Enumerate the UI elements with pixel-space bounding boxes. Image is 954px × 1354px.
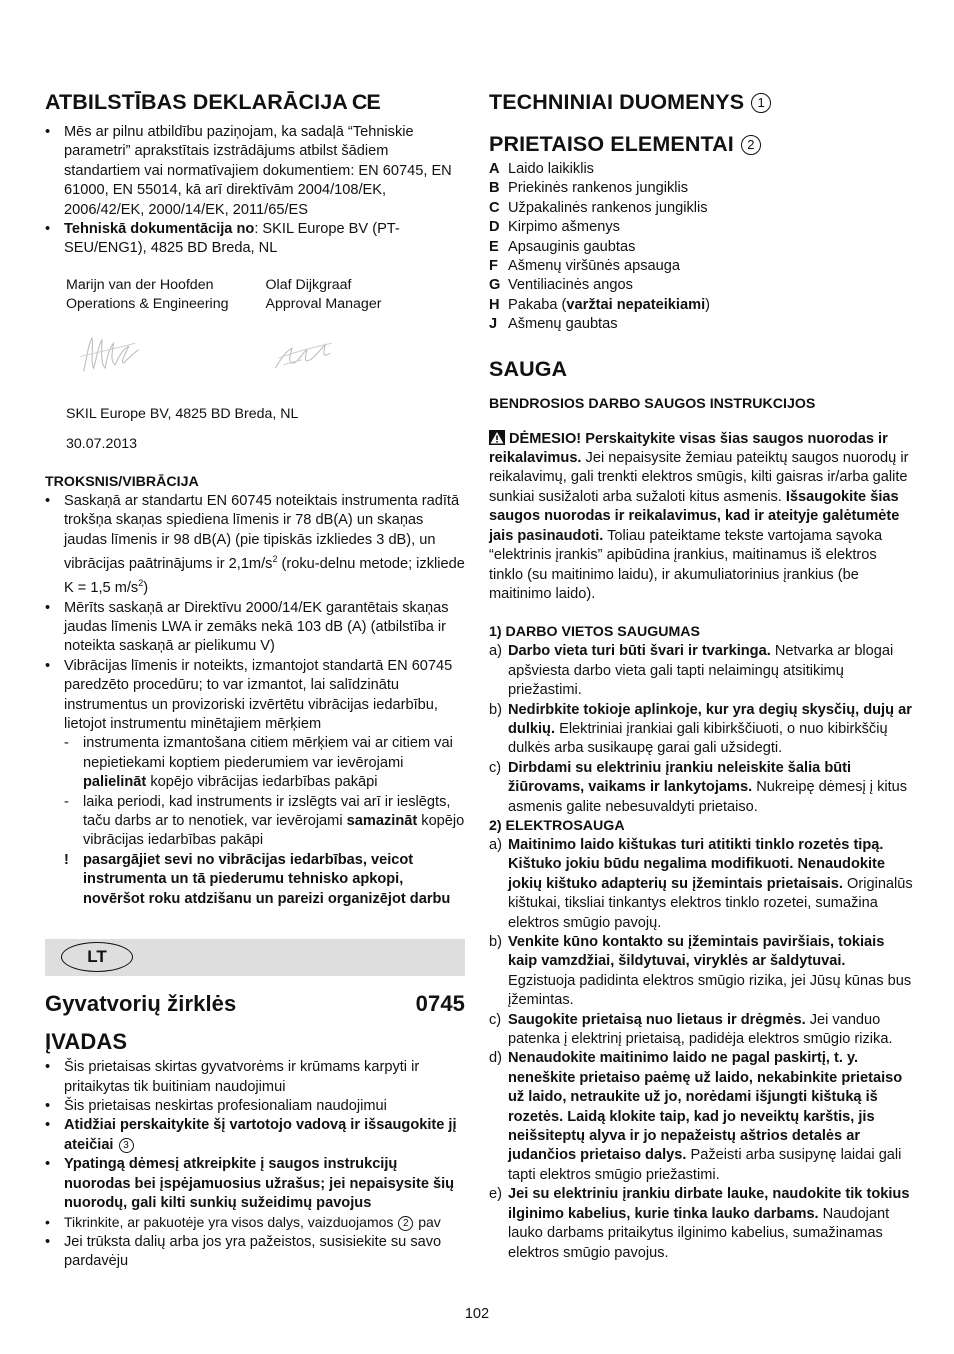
intro-list (45, 1058, 465, 1271)
company-address: SKIL Europe BV, 4825 BD Breda, NL (66, 405, 299, 422)
list-item: - laika periodi, kad instruments ir izslēgts vai arī ir ieslēgts, taču darbs ar to nenotiek, var ievērojami samazināt kopējo vibrācijas iedarbības pakāpi (64, 793, 465, 851)
figure-ref-icon: 2 (741, 135, 761, 155)
elements-title: PRIETAISO ELEMENTAI 2 (489, 130, 913, 158)
warning-icon (489, 430, 505, 445)
list-item: c) Saugokite prietaisą nuo lietaus ir drėgmės. Jei vanduo patenka į elektrinį prietaisą, padidėja elektros smūgio rizika. (489, 1011, 893, 1048)
figure-ref-icon: 3 (119, 1138, 134, 1153)
intro-title: ĮVADAS (45, 1029, 128, 1055)
product-number: 0745 (415, 991, 465, 1017)
figure-ref-icon: 2 (398, 1216, 413, 1231)
list-item: G Ventiliacinės angos (489, 277, 633, 294)
list-item: • Saskaņā ar standartu EN 60745 noteiktais instrumenta radītā trokšņa skaņas spiediena līmenis ir 78 dB(A) un skaņas jaudas līmenis ir 98 dB(A) (pie tipiskās izkliedes 3 dB), un vibrācijas paātrinājums ir $2,1m/s^2$ (roku-delnu metode; izkliede K = 1,5 $m/s^2$) (45, 492, 465, 599)
vibration-warning: ! pasargājiet sevi no vibrācijas iedarbības, veicot instrumenta un tā piederumu tehnisko apkopi, novēršot roku atdzišanu un pareizi organizējot darbu (64, 851, 451, 907)
signer-1-role: Operations & Engineering (66, 295, 229, 312)
language-badge: LT (61, 942, 133, 972)
tech-data-title: TECHNINIAI DUOMENYS 1 (489, 88, 913, 116)
noise-list (45, 492, 465, 851)
declaration-date: 30.07.2013 (66, 435, 138, 452)
list-item: • Šis prietaisas neskirtas profesionaliam naudojimui (45, 1097, 465, 1116)
ce-mark-icon: CE (351, 90, 380, 114)
product-name: Gyvatvorių žirklės (45, 991, 237, 1017)
parts-list (489, 160, 913, 296)
list-item: F Ašmenų viršūnės apsauga (489, 258, 680, 275)
list-item: • Šis prietaisas skirtas gyvatvorėms ir krūmams karpyti ir pritaikytas tik buitiniam naudojimui (45, 1058, 465, 1097)
declaration-list (45, 123, 465, 259)
list-item: • Tehniskā dokumentācija no: SKIL Europe BV (PT-SEU/ENG1), 4825 BD Breda, NL (45, 220, 465, 259)
general-safety-heading: BENDROSIOS DARBO SAUGOS INSTRUKCIJOS (489, 395, 816, 412)
general-warning: DĖMESIO! Perskaitykite visas šias saugos nuorodas ir reikalavimus. Jei nepaisysite žemiau pateiktų saugos nuorodų ir reikalavimų, gali trenkti elektros smūgis, kilti gaisras ir/arba galite sunkiai susižaloti arba sužaloti kitus asmenis. Išsaugokite šias saugos nuorodas ir reikalavimus, kad ir ateityje galėtumėte jais pasinaudoti. Toliau pateiktame tekste vartojama sąvoka “elektrinis įrankis” apibūdina įrankius, maitinamus iš elektros tinklo (su maitinimo laidu), ir akumuliatorinius įrankius (be maitinimo laido). (489, 430, 909, 602)
page-number: 102 (464, 1306, 490, 1322)
signer-2-role: Approval Manager (265, 295, 382, 312)
list-item: • Vibrācijas līmenis ir noteikts, izmantojot standartā EN 60745 paredzēto procedūru; to var izmantot, lai salīdzinātu instrumentus un provizoriski izvērtētu vibrācijas iedarbību, lietojot instrumentu minētajiem mērķiem - instrumenta izmantošana citiem mērķiem vai ar citiem vai nepietiekami koptiem piederumiem var ievērojami palielināt kopējo vibrācijas iedarbības pakāpi - laika periodi, kad instruments ir izslēgts vai arī ir ieslēgts, taču darbs ar to nenotiek, var ievērojami samazināt kopējo vibrācijas iedarbības pakāpi (45, 657, 465, 851)
product-title (45, 990, 465, 1018)
list-item: a) Maitinimo laido kištukas turi atitikti tinklo rozetės tipą. Kištuko jokiu būdu negalima modifikuoti. Nenaudokite jokių kištuko adapterių su įžemintais prietaisais. Originalūs kištukai, tiksliai tinkantys elektros tinklo rozetei, sumažina elektros smūgio pavojų. (489, 836, 913, 931)
signature-2-icon (272, 331, 335, 377)
list-item: • Atidžiai perskaitykite šį vartotojo vadovą ir išsaugokite jį ateičiai 3 (45, 1116, 465, 1155)
signature-1-icon (77, 327, 142, 381)
electrical-list (489, 836, 913, 1263)
list-item: E Apsauginis gaubtas (489, 238, 636, 255)
work-area-list (489, 642, 913, 817)
list-item: a) Darbo vieta turi būti švari ir tvarkinga. Netvarka ar blogai apšviesta darbo vieta gali tapti nelaimingų atsitikimų priežastimi. (489, 643, 894, 699)
electrical-heading: 2) ELEKTROSAUGA (489, 817, 625, 834)
safety-title: SAUGA (489, 356, 568, 381)
language-bar (45, 939, 465, 976)
list-item: b) Nedirbkite tokioje aplinkoje, kur yra degių skysčių, dujų ar dulkių. Elektriniai įrankiai gali kibirkščiuoti, o nuo kibirkščių dulkės arba susikaupę garai gali užsidegti. (489, 701, 912, 757)
list-item: H Pakaba (varžtai nepateikiami) (489, 296, 711, 313)
noise-heading: TROKSNIS/VIBRĀCIJA (45, 473, 199, 490)
work-area-heading: 1) DARBO VIETOS SAUGUMAS (489, 624, 700, 641)
list-item: • Mēs ar pilnu atbildību paziņojam, ka sadaļā “Tehniskie parametri” aprakstītais izstrādājums atbilst šādiem standartiem vai normatīvajiem dokumentiem: EN 60745, EN 61000, EN 55014, kā arī direktīvām 2004/108/EK, 2006/42/EK, 2000/14/EK, 2011/65/ES (45, 123, 465, 220)
signer-2-name: Olaf Dijkgraaf (265, 276, 352, 293)
list-item: e) Jei su elektriniu įrankiu dirbate lauke, naudokite tik tokius ilginimo kabelius, kurie tinka lauko darbams. Naudojant lauko darbams pritaikytus ilginimo kabelius, sumažinamas elektros smūgio pavojus. (489, 1186, 910, 1261)
right-column (489, 88, 913, 1263)
list-item: D Kirpimo ašmenys (489, 219, 620, 236)
list-item: • Jei trūksta dalių arba jos yra pažeistos, susisiekite su savo pardavėju (45, 1233, 465, 1272)
list-item: b) Venkite kūno kontakto su įžemintais paviršiais, tokiais kaip vamzdžiai, šildytuvai, viryklės ar šaldytuvai. Egzistuoja padidinta elektros smūgio rizika, jei Jūsų kūnas bus įžemintas. (489, 934, 912, 1009)
list-item: A Laido laikiklis (489, 161, 594, 177)
left-column (45, 88, 465, 1272)
list-item: • Tikrinkite, ar pakuotėje yra visos dalys, vaizduojamos 2 pav (45, 1213, 465, 1232)
list-item: d) Nenaudokite maitinimo laido ne pagal paskirtį, t. y. neneškite prietaiso paėmę už laido, nekabinkite prietaiso už laido, netraukite už jo, norėdami išjungti kištuką iš rozetės. Laidą klokite taip, kad jo neveiktų karštis, jis neišsiteptų alyva ir jo nepažeistų aštrios detalės ar judančios prietaiso dalys. Pažeisti arba susipynę laidai gali tapti elektros smūgio priežastimi. (489, 1050, 903, 1183)
list-item: B Priekinės rankenos jungiklis (489, 180, 689, 197)
list-item: • Ypatingą dėmesį atkreipkite į saugos instrukcijų nuorodas bei įspėjamuosius užrašus; jei nepaisysite šių nuorodų, gali kilti sunkių sužeidimų pavojus (45, 1155, 465, 1213)
figure-ref-icon: 1 (751, 93, 771, 113)
list-item: c) Dirbdami su elektriniu įrankiu neleiskite šalia būti žiūrovams, vaikams ir lankytojams. Nukreipę dėmesį į kitus asmenis galite nebesuvaldyti prietaiso. (489, 759, 908, 815)
parts-list-extra (489, 296, 913, 335)
signature-block (45, 276, 465, 454)
list-item: C Užpakalinės rankenos jungiklis (489, 199, 708, 216)
list-item: - instrumenta izmantošana citiem mērķiem vai ar citiem vai nepietiekami koptiem piederumiem var ievērojami palielināt kopējo vibrācijas iedarbības pakāpi (64, 734, 465, 792)
declaration-title: ATBILSTĪBAS DEKLARĀCIJA CE (45, 90, 380, 114)
signer-1-name: Marijn van der Hoofden (66, 276, 214, 293)
list-item: • Mērīts saskaņā ar Direktīvu 2000/14/EK garantētais skaņas jaudas līmenis LWA ir zemāks nekā 103 dB (A) (atbilstība ir noteikta saskaņā ar pielikumu V) (45, 599, 465, 657)
list-item: J Ašmenų gaubtas (489, 316, 618, 333)
